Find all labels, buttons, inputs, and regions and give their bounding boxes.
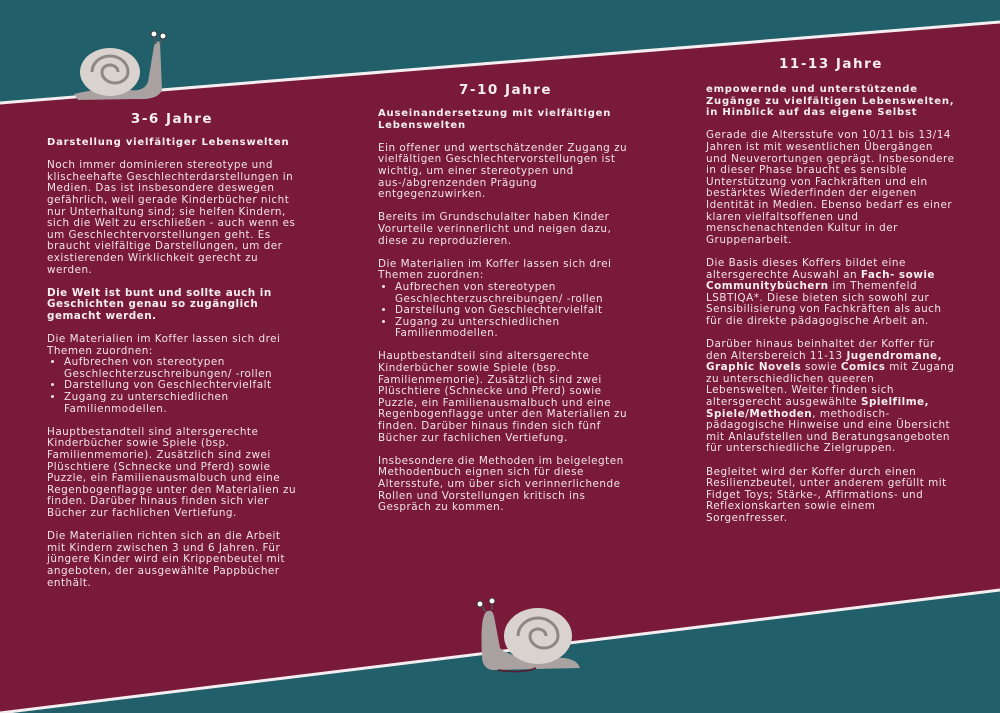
snail-illustration-bottom [472,598,592,678]
column-subheading: Darstellung vielfältiger Lebenswelten [47,137,290,148]
column-subheading: Auseinandersetzung mit vielfältigen Lebenswelten [378,108,612,131]
column-7-10 [378,82,633,514]
snail-illustration-top [68,30,168,102]
list-item: • Darstellung von Geschlechtervielfalt [395,305,633,317]
paragraph: Hauptbestandteil sind altersgerechte Kinderbücher sowie Spiele (bsp. Familienmemorie). Zusätzlich sind zwei Plüschtiere (Schnecke und Pferd) sowie Puzzle, ein Familienausmalbuch und eine Regenbogenflagge unter den Materialien zu finden. Darüber hinaus finden sich vier Bücher zur fachlichen Vertiefung. [47,425,297,519]
text-run: im Themenfeld LSBTIQA*. Diese bieten sich sowohl zur Sensibilisierung von Fachkräften als auch für die direkte pädagogische Arbeit an. [706,280,942,327]
text-run: Die Basis dieses Koffers bildet eine altersgerechte Auswahl an [706,256,906,281]
paragraph: Noch immer dominieren stereotype und klischeehafte Geschlechterdarstellungen in Medien. Das ist insbesondere deswegen gefährlich, weil gerade Kinderbücher nicht nur Unterhaltung sind; sie helfen Kindern, sich die Welt zu erschließen - auch wenn es um Geschlechtervorstellungen geht. Es braucht vielfältige Darstellungen, um der existierenden Wirklichkeit gerecht zu werden. [47,159,296,276]
list-item: • Darstellung von Geschlechtervielfalt [64,380,297,392]
paragraph: Die Materialien im Koffer lassen sich drei Themen zuordnen: [378,257,612,282]
bold-text: Comics [840,361,886,374]
column-subheading: empowernde und unterstützende Zugänge zu vielfältigen Lebenswelten, in Hinblick auf das eigene Selbst [706,84,955,119]
paragraph: Die Materialien im Koffer lassen sich drei Themen zuordnen: [47,333,281,357]
topic-list [47,357,297,415]
paragraph: Bereits im Grundschulalter haben Kinder Vorurteile verinnerlicht und neigen dazu, diese zu reproduzieren. [378,211,612,247]
column-11-13 [706,56,956,525]
column-heading: 11-13 Jahre [779,56,883,72]
text-run: Darüber hinaus beinhaltet der Koffer für den Altersbereich 11-13 [706,338,935,362]
topic-list [378,282,633,340]
column-heading: 3-6 Jahre [130,111,214,127]
text-run: sowie [801,361,841,374]
highlight-paragraph: Die Welt ist bunt und sollte auch in Geschichten genau so zugänglich gemacht werden. [47,286,272,322]
paragraph [706,258,956,328]
list-item: • Zugang zu unterschiedlichen Familienmodellen. [395,317,633,340]
list-item: • Aufbrechen von stereotypen Geschlechterzuschreibungen/ -rollen [395,282,633,305]
bold-text: Fach- sowie Communitybüchern [706,268,935,293]
paragraph: Ein offener und wertschätzender Zugang zu vielfältigen Geschlechtervorstellungen ist wichtig, um einer stereotypen und aus-/abgrenzenden Prägung entgegenzuwirken. [378,141,628,201]
text-run: , methodisch-pädagogische Hinweise und eine Übersicht mit Anlaufstellen und Beratungsangeboten für unterschiedliche Zielgruppen. [706,407,951,455]
paragraph: Insbesondere die Methoden im beigelegten Methodenbuch eignen sich für diese Altersstufe, um über sich verinnerlichende Rollen und Vorstellungen kritisch ins Gespräch zu kommen. [378,454,624,514]
column-3-6 [47,111,297,589]
paragraph: Hauptbestandteil sind altersgerechte Kinderbücher sowie Spiele (bsp. Familienmemorie). Zusätzlich sind zwei Plüschtiere (Schnecke und Pferd) sowie Puzzle, ein Familienausmalbuch und eine Regenbogenflagge unter den Materialien zu finden. Darüber hinaus finden sich fünf Bücher zur fachlichen Vertiefung. [378,350,628,444]
text-run: mit Zugang zu unterschiedlichen queeren Lebenswelten. Weiter finden sich altersgerecht ausgewählte [706,361,955,409]
list-item: • Aufbrechen von stereotypen Geschlechterzuschreibungen/ -rollen [64,357,297,380]
bold-text: Spielfilme, Spiele/Methoden [706,396,930,420]
column-heading: 7-10 Jahre [458,82,553,98]
list-item: • Zugang zu unterschiedlichen Familienmodellen. [64,392,297,415]
paragraph: Die Materialien richten sich an die Arbeit mit Kindern zwischen 3 und 6 Jahren. Für jüngere Kinder wird ein Krippenbeutel mit angeboten, der ausgewählte Pappbücher enthält. [47,530,286,589]
paragraph: Begleitet wird der Koffer durch einen Resilienzbeutel, unter anderem gefüllt mit Fidget Toys; Stärke-, Affirmations- und Reflexionskarten sowie einem Sorgenfresser. [706,465,947,524]
paragraph: Gerade die Altersstufe von 10/11 bis 13/14 Jahren ist mit wesentlichen Übergängen und Neuverortungen geprägt. Insbesondere in dieser Phase braucht es sensible Unterstützung von Fachkräften und ein bestärktes Wiederfinden der eigenen Identität in Medien. Ebenso bedarf es einer klaren vielfaltsoffenen und menschenachtenden Kultur in der Gruppenarbeit. [706,129,955,246]
bold-text: Jugendromane, Graphic Novels [706,349,943,374]
paragraph [706,339,956,455]
